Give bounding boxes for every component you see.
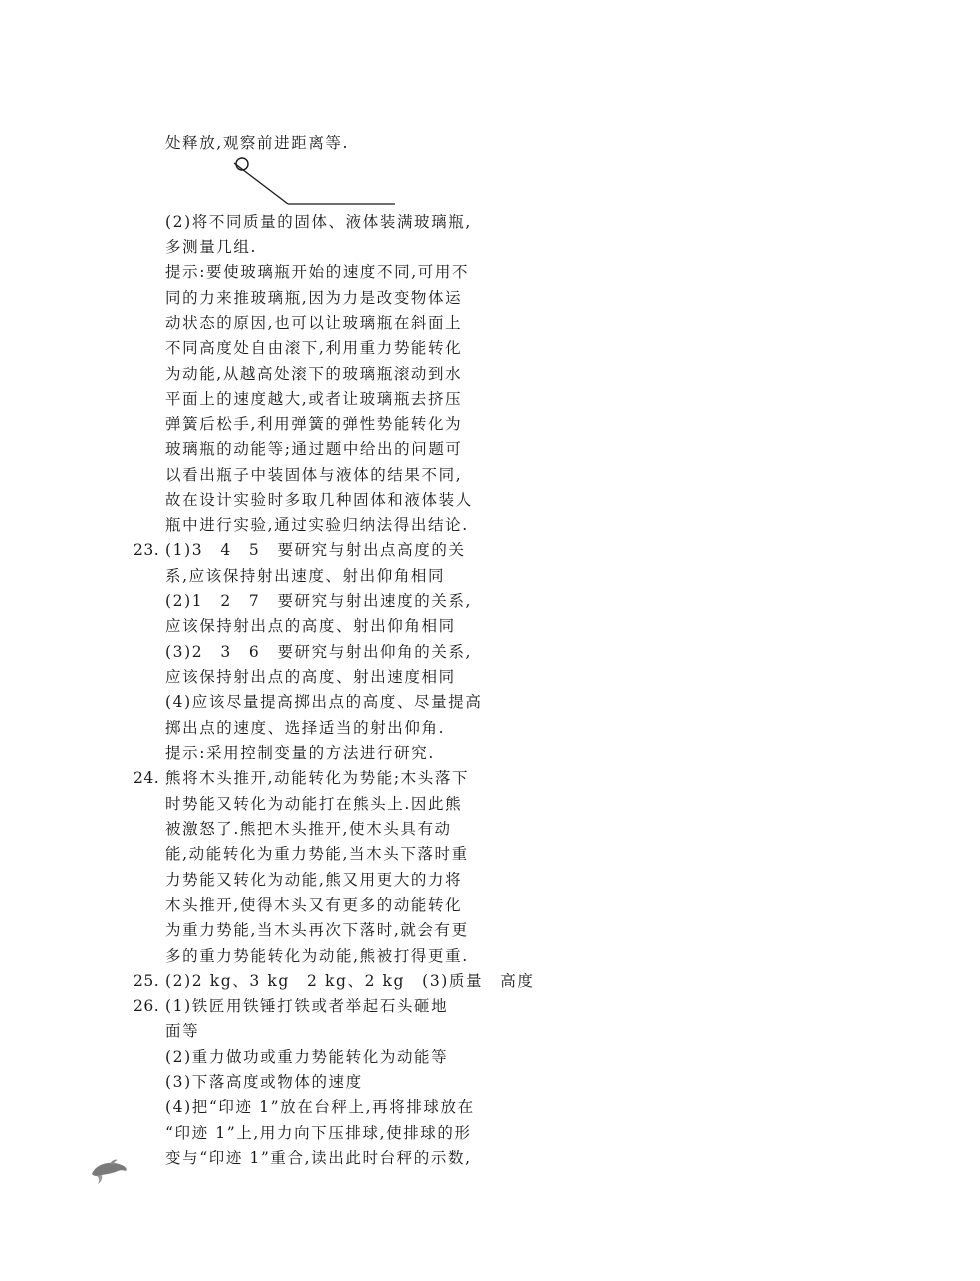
text-line: (2)2 kg、3 kg 2 kg、2 kg (3)质量 高度 <box>165 972 535 990</box>
slope-diagram <box>225 155 405 210</box>
text-line: 平面上的速度越大,或者让玻璃瓶去挤压 <box>165 390 463 408</box>
text-line: (3)下落高度或物体的速度 <box>165 1073 363 1091</box>
text-line: 为重力势能,当木头再次下落时,就会有更 <box>165 921 469 939</box>
slope-line <box>234 163 288 204</box>
text-line: (2)重力做功或重力势能转化为动能等 <box>165 1048 449 1066</box>
text-line: (1)铁匠用铁锤打铁或者举起石头砸地 <box>165 997 449 1015</box>
question-number: 24. <box>133 769 160 787</box>
text-line: 力势能又转化为动能,熊又用更大的力将 <box>165 871 463 889</box>
text-line: (2)将不同质量的固体、液体装满玻璃瓶, <box>165 213 472 231</box>
text-line: 故在设计实验时多取几种固体和液体装人 <box>165 491 473 509</box>
text-line: 应该保持射出点的高度、射出速度相同 <box>165 668 456 686</box>
text-line: 提示:采用控制变量的方法进行研究. <box>165 744 435 762</box>
text-line: 提示:要使玻璃瓶开始的速度不同,可用不 <box>165 263 470 281</box>
text-line: 瓶中进行实验,通过实验归纳法得出结论. <box>165 516 469 534</box>
text-line: (3)2 3 6 要研究与射出仰角的关系, <box>165 643 473 661</box>
text-line: (4)应该尽量提高掷出点的高度、尽量提高 <box>165 693 483 711</box>
text-line: 为动能,从越高处滚下的玻璃瓶滚动到水 <box>165 365 463 383</box>
text-line: 多测量几组. <box>165 238 258 256</box>
question-number: 23. <box>133 541 160 559</box>
text-line: 玻璃瓶的动能等;通过题中给出的问题可 <box>165 440 463 458</box>
text-line: 多的重力势能转化为动能,熊被打得更重. <box>165 947 469 965</box>
text-line: 动状态的原因,也可以让玻璃瓶在斜面上 <box>165 314 463 332</box>
ball-icon <box>236 158 248 170</box>
text-line: (2)1 2 7 要研究与射出速度的关系, <box>165 592 473 610</box>
dolphin-logo-icon <box>90 1158 130 1186</box>
text-line: 系,应该保持射出速度、射出仰角相同 <box>165 567 446 585</box>
text-line: 能,动能转化为重力势能,当木头下落时重 <box>165 845 469 863</box>
text-line: 被激怒了.熊把木头推开,使木头具有动 <box>165 820 452 838</box>
question-number: 25. <box>133 972 160 990</box>
text-line: 掷出点的速度、选择适当的射出仰角. <box>165 719 446 737</box>
text-line: 变与“印迹 1”重合,读出此时台秤的示数, <box>165 1149 472 1167</box>
text-line: 面等 <box>165 1022 200 1040</box>
text-line: (1)3 4 5 要研究与射出点高度的关 <box>165 541 466 559</box>
text-line: 熊将木头推开,动能转化为势能;木头落下 <box>165 769 470 787</box>
text-line: 弹簧后松手,利用弹簧的弹性势能转化为 <box>165 415 463 433</box>
text-line: 不同高度处自由滚下,利用重力势能转化 <box>165 339 463 357</box>
question-number: 26. <box>133 997 160 1015</box>
text-line: 以看出瓶子中装固体与液体的结果不同, <box>165 466 463 484</box>
text-line: 木头推开,使得木头又有更多的动能转化 <box>165 896 463 914</box>
text-line: “印迹 1”上,用力向下压排球,使排球的形 <box>165 1124 472 1142</box>
text-line: (4)把“印迹 1”放在台秤上,再将排球放在 <box>165 1098 475 1116</box>
text-line: 处释放,观察前进距离等. <box>165 134 350 152</box>
text-line: 应该保持射出点的高度、射出仰角相同 <box>165 617 456 635</box>
text-line: 同的力来推玻璃瓶,因为力是改变物体运 <box>165 289 463 307</box>
text-line: 时势能又转化为动能打在熊头上.因此熊 <box>165 795 463 813</box>
